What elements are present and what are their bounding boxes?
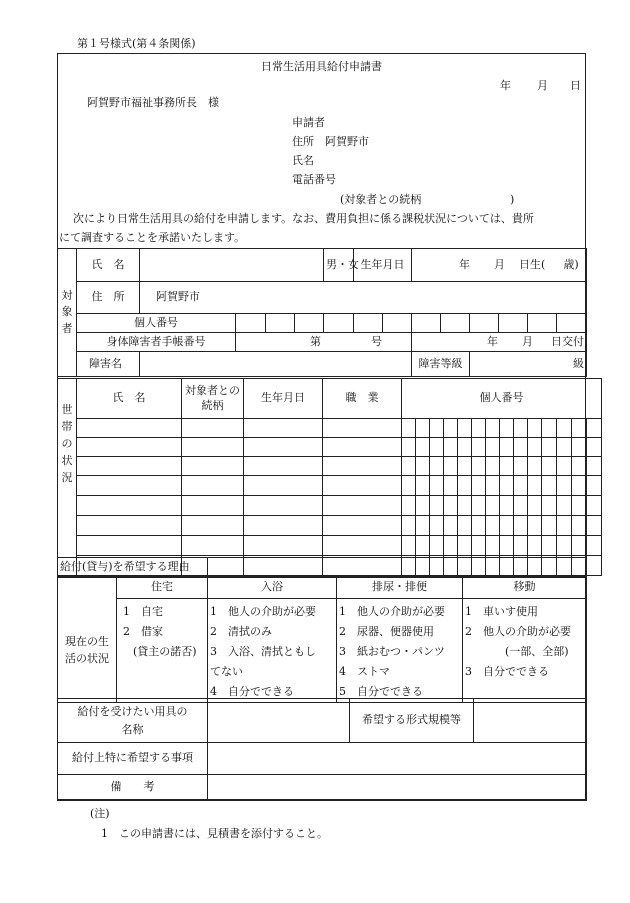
note-1: 1 この申請書には、見積書を添付すること。 bbox=[101, 827, 328, 840]
applicant-phone: 電話番号 bbox=[292, 173, 336, 186]
issue-date-field[interactable]: 年 月 日交付 bbox=[412, 333, 587, 352]
household-cell[interactable] bbox=[182, 536, 244, 556]
disability-name-field[interactable] bbox=[140, 352, 412, 377]
subject-name-field[interactable] bbox=[140, 249, 324, 282]
form-title: 日常生活用具給付申請書 bbox=[261, 60, 382, 73]
household-cell[interactable] bbox=[323, 476, 402, 496]
individual-no-cell[interactable] bbox=[499, 314, 528, 333]
status-mobility[interactable]: 1 車いす使用 2 他人の介助が必要 (一部、全部) 3 自分でできる bbox=[463, 599, 587, 703]
household-cell[interactable] bbox=[244, 496, 323, 516]
remarks-label: 備 考 bbox=[58, 775, 208, 801]
disability-name-label: 障害名 bbox=[77, 352, 140, 377]
household-cell[interactable] bbox=[244, 476, 323, 496]
individual-no-cell[interactable] bbox=[528, 314, 557, 333]
date-month: 月 bbox=[537, 79, 548, 92]
household-cell[interactable] bbox=[182, 496, 244, 516]
subject-address-field[interactable]: 阿賀野市 bbox=[140, 282, 587, 314]
household-name-header: 氏 名 bbox=[77, 379, 182, 419]
household-cell[interactable] bbox=[323, 496, 402, 516]
household-cell[interactable] bbox=[323, 438, 402, 457]
subject-side-label: 対 象 者 bbox=[58, 249, 77, 377]
applicant-heading: 申請者 bbox=[292, 116, 325, 129]
household-table bbox=[57, 378, 602, 576]
household-cell[interactable] bbox=[244, 516, 323, 536]
household-cell[interactable] bbox=[323, 536, 402, 556]
individual-no-cell[interactable] bbox=[470, 314, 499, 333]
format-field[interactable] bbox=[474, 699, 587, 743]
household-cell[interactable] bbox=[323, 419, 402, 438]
household-cell[interactable] bbox=[244, 457, 323, 476]
special-label: 給付上特に希望する事項 bbox=[58, 743, 208, 775]
status-table bbox=[57, 576, 587, 703]
household-cell[interactable] bbox=[77, 516, 182, 536]
household-cell[interactable] bbox=[323, 516, 402, 536]
status-header-toilet: 排尿・排便 bbox=[337, 577, 463, 599]
status-toilet[interactable]: 1 他人の介助が必要 2 尿器、便器使用 3 紙おむつ・パンツ 4 ストマ 5 自分でできる bbox=[337, 599, 463, 703]
household-birth-header: 生年月日 bbox=[244, 379, 323, 419]
household-cell[interactable] bbox=[77, 438, 182, 457]
status-header-bathing: 入浴 bbox=[208, 577, 337, 599]
individual-no-cell[interactable] bbox=[354, 314, 383, 333]
household-cell[interactable] bbox=[77, 457, 182, 476]
household-cell[interactable] bbox=[77, 476, 182, 496]
household-cell[interactable] bbox=[77, 536, 182, 556]
individual-no-cell[interactable] bbox=[383, 314, 412, 333]
relation-open: (対象者との続柄 bbox=[340, 193, 422, 206]
statement-line1: 次により日常生活用具の給付を申請します。なお、費用負担に係る課税状況については、貴所 bbox=[73, 212, 534, 225]
status-header-mobility: 移動 bbox=[463, 577, 587, 599]
household-relation-header: 対象者との続柄 bbox=[182, 379, 244, 419]
individual-no-cell[interactable] bbox=[266, 314, 295, 333]
reason-field[interactable] bbox=[208, 558, 587, 578]
household-cell[interactable] bbox=[182, 457, 244, 476]
household-cell[interactable] bbox=[182, 516, 244, 536]
status-housing[interactable]: 1 自宅 2 借家 (貸主の諾否) bbox=[117, 599, 208, 703]
household-cell[interactable] bbox=[182, 476, 244, 496]
household-cell[interactable] bbox=[244, 536, 323, 556]
individual-no-cell[interactable] bbox=[324, 314, 354, 333]
household-cell[interactable] bbox=[182, 419, 244, 438]
gender-field[interactable]: 男・女 bbox=[324, 249, 354, 282]
relation-close: ) bbox=[510, 193, 515, 206]
remarks-field[interactable] bbox=[208, 775, 587, 801]
household-cell[interactable] bbox=[244, 438, 323, 457]
individual-no-label: 個人番号 bbox=[77, 314, 236, 333]
individual-no-cell[interactable] bbox=[236, 314, 266, 333]
status-label: 現在の生活の状況 bbox=[58, 599, 117, 703]
form-number: 第１号様式(第４条関係) bbox=[77, 37, 196, 50]
status-header-housing: 住宅 bbox=[117, 577, 208, 599]
handbook-number-field[interactable]: 第 号 bbox=[236, 333, 412, 352]
subject-name-label: 氏 名 bbox=[77, 249, 140, 282]
household-job-header: 職 業 bbox=[323, 379, 402, 419]
household-cell[interactable] bbox=[244, 419, 323, 438]
disability-grade-field[interactable]: 級 bbox=[470, 352, 587, 377]
subject-address-label: 住 所 bbox=[77, 282, 140, 314]
equipment-label: 給付を受けたい用具の名称 bbox=[58, 699, 208, 743]
status-bathing[interactable]: 1 他人の介助が必要 2 清拭のみ 3 入浴、清拭ともし てない 4 自分でできる bbox=[208, 599, 337, 703]
birth-label: 生年月日 bbox=[354, 249, 412, 282]
equipment-table bbox=[57, 698, 587, 801]
format-label: 希望する形式規模等 bbox=[350, 699, 474, 743]
individual-no-cell[interactable] bbox=[295, 314, 324, 333]
household-cell[interactable] bbox=[323, 457, 402, 476]
applicant-address: 住所 阿賀野市 bbox=[292, 135, 369, 148]
household-side-label: 世 帯 の 状 況 bbox=[58, 379, 77, 576]
reason-table bbox=[57, 557, 587, 578]
statement-line2: にて調査することを承諾いたします。 bbox=[59, 231, 246, 244]
household-cell[interactable] bbox=[77, 496, 182, 516]
reason-label: 給付(貸与)を希望する理由 bbox=[58, 558, 208, 578]
applicant-name: 氏名 bbox=[292, 154, 314, 167]
individual-no-cell[interactable] bbox=[557, 314, 587, 333]
special-field[interactable] bbox=[208, 743, 587, 775]
household-no-header: 個人番号 bbox=[402, 379, 602, 419]
individual-no-cell[interactable] bbox=[412, 314, 441, 333]
birth-field[interactable]: 年 月 日生( 歳) bbox=[412, 249, 587, 282]
handbook-label: 身体障害者手帳番号 bbox=[77, 333, 236, 352]
disability-grade-label: 障害等級 bbox=[412, 352, 470, 377]
individual-no-cell[interactable] bbox=[441, 314, 470, 333]
household-cell[interactable] bbox=[182, 438, 244, 457]
date-day: 日 bbox=[570, 79, 581, 92]
addressee: 阿賀野市福祉事務所長 様 bbox=[87, 96, 219, 109]
subject-table bbox=[57, 248, 587, 377]
date-year: 年 bbox=[500, 79, 511, 92]
equipment-field[interactable] bbox=[208, 699, 350, 743]
notes-heading: (注) bbox=[90, 807, 110, 820]
household-cell[interactable] bbox=[77, 419, 182, 438]
